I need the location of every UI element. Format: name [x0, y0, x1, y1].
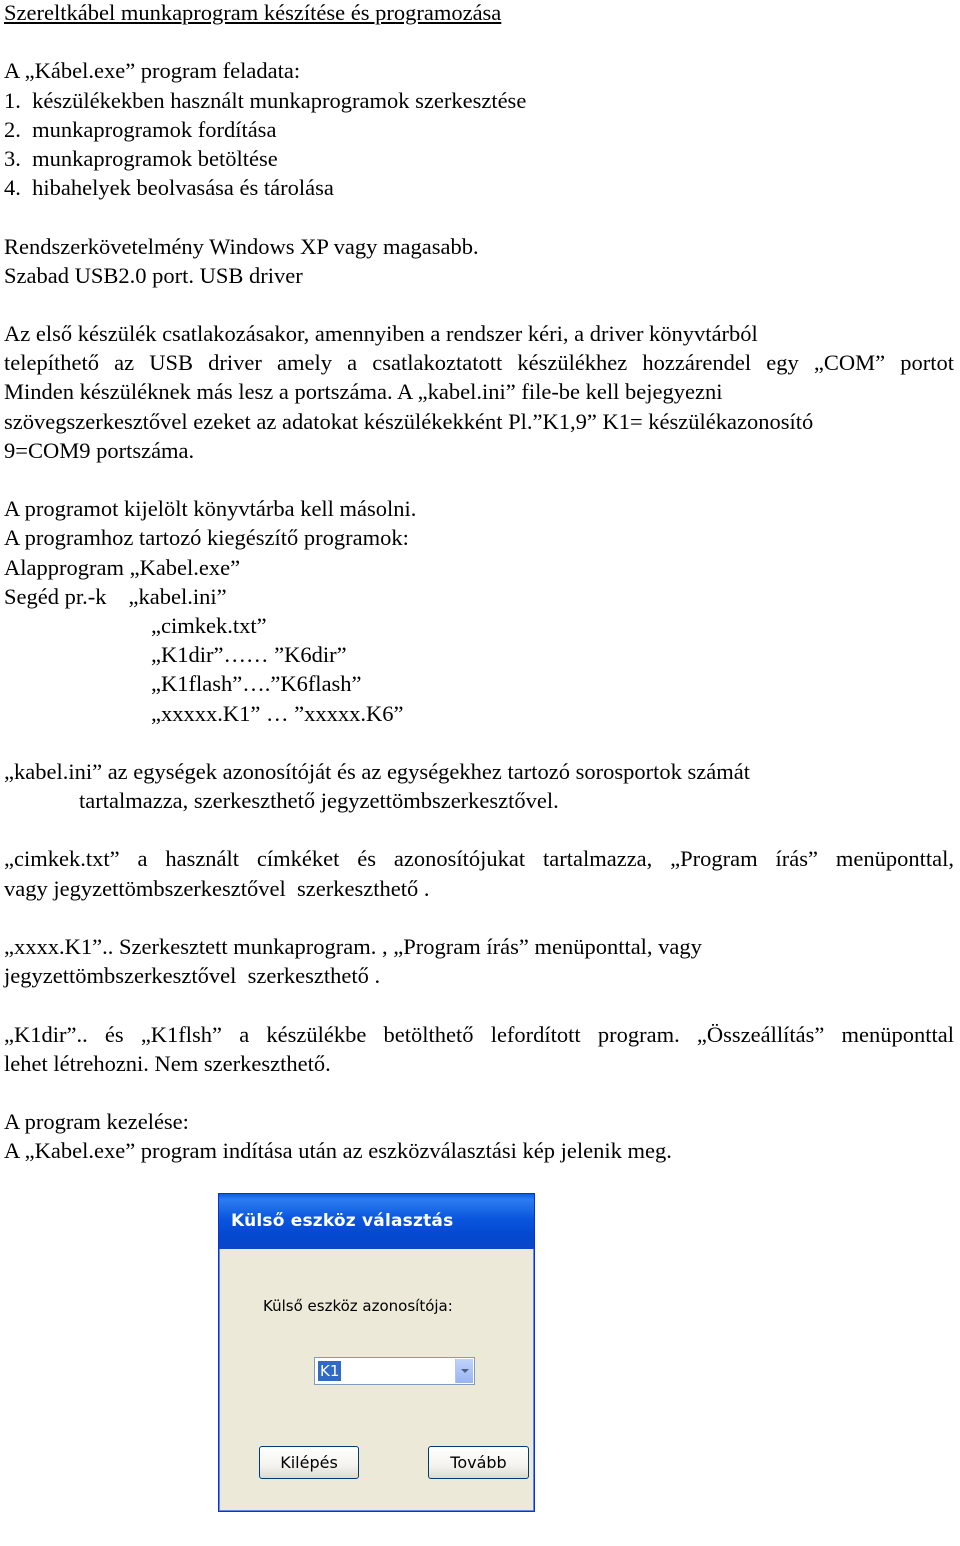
kabel-ini-desc-2: tartalmazza, szerkeszthető jegyzettömbszerkesztővel.	[79, 788, 559, 814]
requirement-usb: Szabad USB2.0 port. USB driver	[4, 262, 303, 288]
driver-line-1: Az első készülék csatlakozásakor, amennyiben a rendszer kéri, a driver könyvtárból	[4, 321, 758, 347]
spacer	[4, 815, 960, 844]
xxxx-desc-2: jegyzettömbszerkesztővel szerkeszthető .	[4, 963, 381, 989]
helper-item-dir: „K1dir”…… ”K6dir”	[151, 642, 347, 668]
k1dir-desc-1: „K1dir”.. és „K1flsh” a készülékbe betölthető lefordított program. „Összeállítás” menüponttal	[4, 1021, 954, 1047]
task-intro: A „Kábel.exe” program feladata:	[4, 58, 301, 84]
k1dir-desc-2: lehet létrehozni. Nem szerkeszthető.	[4, 1050, 331, 1076]
helper-label: Segéd pr.-k	[4, 583, 107, 609]
spacer	[4, 728, 960, 757]
exit-button[interactable]: Kilépés	[259, 1446, 359, 1479]
task-item-3: 3. munkaprogramok betöltése	[4, 145, 278, 171]
document-title: Szereltkábel munkaprogram készítése és programozása	[4, 0, 502, 25]
spacer	[4, 202, 960, 231]
driver-line-2: telepíthető az USB driver amely a csatlakoztatott készülékhez hozzárendel egy „COM” portot	[4, 350, 954, 376]
next-button[interactable]: Tovább	[428, 1446, 529, 1479]
handling-text: A „Kabel.exe” program indítása után az eszközválasztási kép jelenik meg.	[4, 1138, 672, 1164]
main-program: Alapprogram „Kabel.exe”	[4, 554, 241, 580]
device-id-value: K1	[320, 1362, 340, 1380]
spacer	[4, 290, 960, 319]
spacer	[4, 465, 960, 494]
dialog-title: Külső eszköz választás	[231, 1211, 454, 1231]
chevron-down-icon[interactable]	[455, 1359, 473, 1383]
helper-item-flash: „K1flash”….”K6flash”	[151, 671, 362, 697]
helper-item-cimkek: „cimkek.txt”	[151, 612, 267, 638]
handling-title: A program kezelése:	[4, 1109, 189, 1135]
cimkek-desc-2: vagy jegyzettömbszerkesztővel szerkeszthető .	[4, 875, 430, 901]
kabel-ini-desc-1: „kabel.ini” az egységek azonosítóját és az egységekhez tartozó sorosportok számát	[4, 758, 750, 784]
requirement-os: Rendszerkövetelmény Windows XP vagy magasabb.	[4, 233, 479, 259]
helper-first-row	[4, 582, 960, 611]
spacer	[4, 990, 960, 1019]
spacer	[4, 903, 960, 932]
driver-line-4: szövegszerkesztővel ezeket az adatokat készülékekként Pl.”K1,9” K1= készülékazonosító	[4, 408, 814, 434]
helper-item-xxxxx: „xxxxx.K1” … ”xxxxx.K6”	[151, 700, 404, 726]
task-item-4: 4. hibahelyek beolvasása és tárolása	[4, 175, 334, 201]
cimkek-desc-1: „cimkek.txt” a használt címkéket és azonosítójukat tartalmazza, „Program írás” menüponttal,	[4, 846, 954, 872]
device-id-label: Külső eszköz azonosítója:	[263, 1297, 453, 1315]
driver-line-3: Minden készüléknek más lesz a portszáma. A „kabel.ini” file-be kell bejegyezni	[4, 379, 723, 405]
task-item-2: 2. munkaprogramok fordítása	[4, 116, 277, 142]
driver-line-5: 9=COM9 portszáma.	[4, 437, 195, 463]
copy-note: A programot kijelölt könyvtárba kell másolni.	[4, 496, 417, 522]
xxxx-desc-1: „xxxx.K1”.. Szerkesztett munkaprogram. , „Program írás” menüponttal, vagy	[4, 934, 702, 959]
dialog-titlebar[interactable]	[219, 1194, 534, 1249]
helper-intro: A programhoz tartozó kiegészítő programok:	[4, 525, 409, 551]
task-item-1: 1. készülékekben használt munkaprogramok szerkesztése	[4, 87, 527, 113]
document-body	[4, 0, 960, 1166]
device-id-combobox[interactable]	[314, 1357, 475, 1385]
spacer	[4, 27, 960, 56]
device-select-dialog	[218, 1193, 535, 1512]
spacer	[4, 1078, 960, 1107]
helper-first-value: „kabel.ini”	[128, 583, 227, 609]
